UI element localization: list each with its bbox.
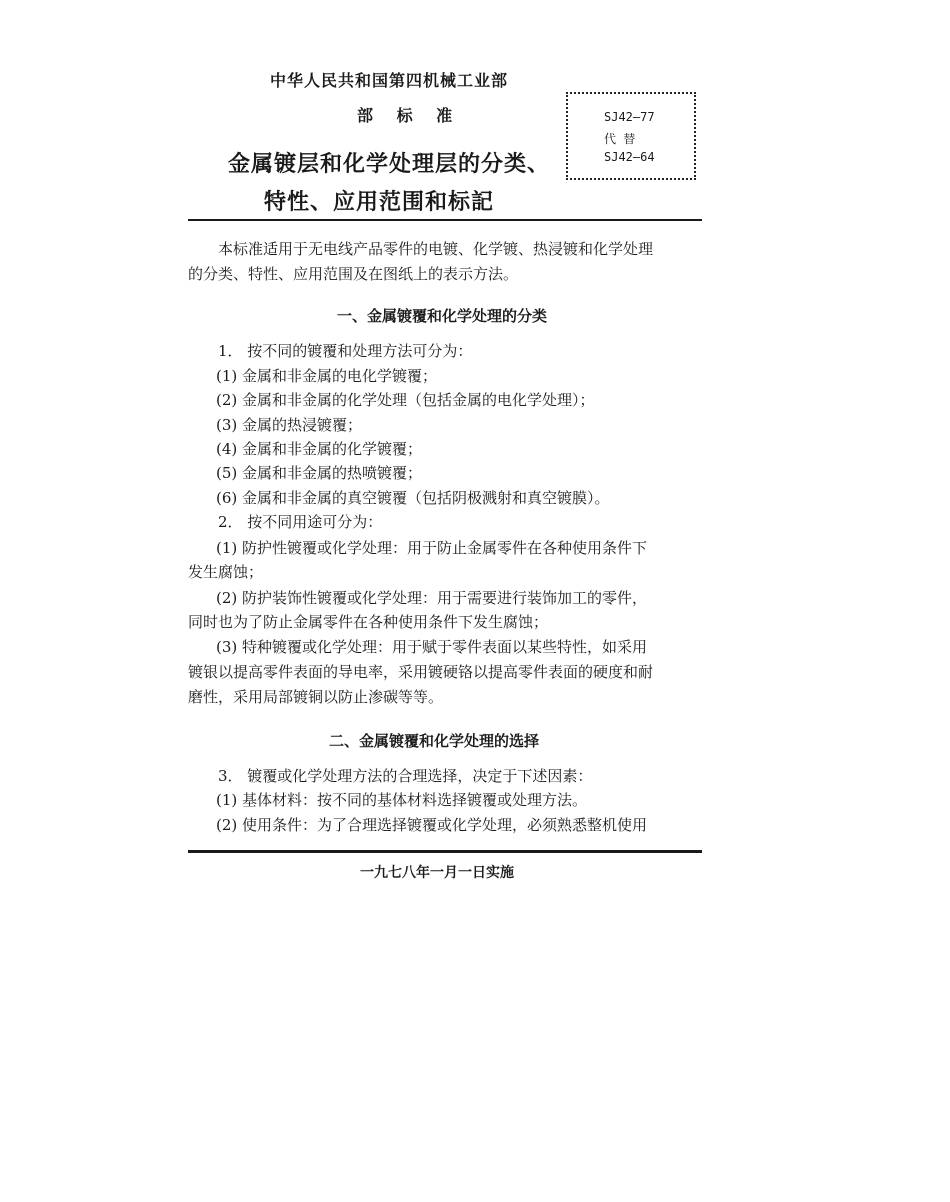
- intro-line-2: 的分类、特性、应用范围及在图纸上的表示方法。: [188, 265, 519, 283]
- effective-date: 一九七八年一月一日实施: [360, 865, 514, 881]
- ministry-name: 中华人民共和国第四机械工业部: [270, 71, 509, 90]
- section-1-line: 发生腐蚀；: [188, 563, 264, 581]
- section-2-line: (2) 使用条件：为了合理选择镀覆或化学处理，必须熟悉整机使用: [216, 816, 648, 834]
- standard-code: SJ42—77: [604, 110, 655, 124]
- section-1-heading: 一、金属镀覆和化学处理的分类: [337, 307, 548, 325]
- section-2-line: (1) 基体材料：按不同的基体材料选择镀覆或处理方法。: [216, 791, 588, 809]
- replaced-code: SJ42—64: [604, 150, 655, 164]
- footer-divider: [188, 850, 702, 853]
- intro-line-1: 本标准适用于无电线产品零件的电镀、化学镀、热浸镀和化学处理: [218, 240, 654, 258]
- section-2-line: 3． 镀覆或化学处理方法的合理选择，决定于下述因素：: [218, 767, 593, 785]
- section-2-heading: 二、金属镀覆和化学处理的选择: [329, 732, 540, 750]
- section-1-line: 2． 按不同用途可分为：: [218, 513, 383, 531]
- section-1-line: (1) 防护性镀覆或化学处理：用于防止金属零件在各种使用条件下: [216, 539, 648, 557]
- section-1-line: (5) 金属和非金属的热喷镀覆；: [216, 464, 423, 482]
- document-title-line-1: 金属镀层和化学处理层的分类、: [228, 152, 551, 177]
- section-1-line: (2) 防护装饰性镀覆或化学处理：用于需要进行装饰加工的零件，: [216, 589, 648, 607]
- replaces-label: 代 替: [604, 132, 636, 146]
- section-1-line: (6) 金属和非金属的真空镀覆（包括阴极溅射和真空镀膜）。: [216, 489, 610, 507]
- header-divider: [188, 219, 702, 221]
- section-1-line: (3) 特种镀覆或化学处理：用于赋于零件表面以某些特性，如采用: [216, 638, 648, 656]
- section-1-line: 1． 按不同的镀覆和处理方法可分为：: [218, 342, 473, 360]
- standard-code-box: [566, 92, 696, 180]
- section-1-line: 磨性，采用局部镀铜以防止渗碳等等。: [188, 688, 444, 706]
- document-title-line-2: 特性、应用范围和标記: [264, 190, 495, 215]
- section-1-line: (3) 金属的热浸镀覆；: [216, 416, 363, 434]
- section-1-line: (1) 金属和非金属的电化学镀覆；: [216, 367, 438, 385]
- section-1-line: 镀银以提高零件表面的导电率，采用镀硬铬以提高零件表面的硬度和耐: [188, 663, 654, 681]
- standard-type: 部 标 准: [357, 106, 453, 125]
- section-1-line: (2) 金属和非金属的化学处理（包括金属的电化学处理）；: [216, 391, 595, 409]
- section-1-line: (4) 金属和非金属的化学镀覆；: [216, 440, 423, 458]
- section-1-line: 同时也为了防止金属零件在各种使用条件下发生腐蚀；: [188, 613, 549, 631]
